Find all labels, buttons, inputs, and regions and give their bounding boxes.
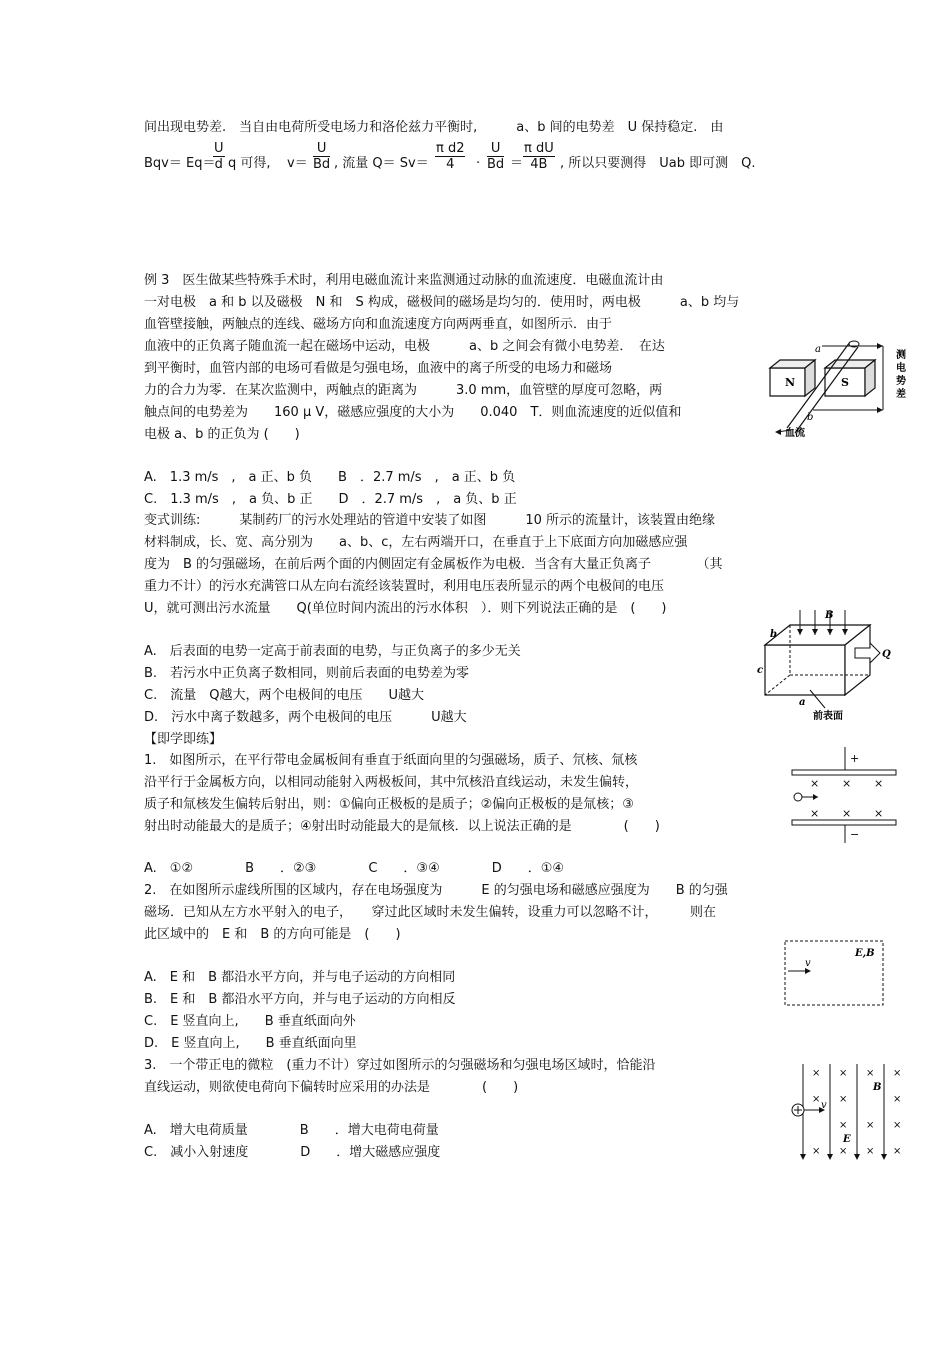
cross-mark: × [839, 1094, 848, 1105]
emf-label-char: 测 [896, 350, 906, 361]
front-surface-label: 前表面 [813, 711, 843, 722]
variant-line: 变式训练: 某制药厂的污水处理站的管道中安装了如图 10 所示的流量计，该装置由绝缘 [144, 513, 716, 528]
fraction-denominator: d [214, 157, 223, 172]
cross-mark: × [842, 807, 852, 820]
dashed-region-figure [782, 938, 888, 1010]
velocity-v-label: v [805, 958, 811, 969]
emf-label-char: 差 [896, 389, 906, 400]
fraction-numerator: π d2 [436, 141, 465, 156]
q1-line: 射出时动能最大的是质子；④射出时动能最大的是氚核．以上说法正确的是 ( ) [144, 819, 660, 834]
cross-mark: × [866, 1146, 875, 1157]
emf-label-char: 电 [896, 363, 906, 374]
q2-option: B. E 和 B 都沿水平方向，并与电子运动的方向相反 [144, 992, 456, 1007]
fraction-denominator: Bd [313, 157, 331, 172]
flowmeter-box-figure [755, 605, 895, 723]
fraction-u-over-d [213, 141, 225, 172]
parallel-plates-figure [790, 745, 902, 845]
example-3-option-row: C. 1.3 m/s , a 负、b 正 D ．2.7 m/s , a 负、b 正 [144, 492, 517, 507]
q3-line: 直线运动，则欲使电荷向下偏转时应采用的办法是 ( ) [144, 1080, 519, 1095]
formula-tail: , 所以只要测得 Uab 即可测 Q. [560, 156, 756, 171]
plus-sign: + [850, 752, 860, 765]
field-b-label: B [873, 1082, 882, 1093]
emf-label-char: 势 [896, 376, 906, 387]
cross-mark: × [810, 777, 820, 790]
fraction-u-over-bd-2 [487, 141, 504, 172]
example-3-line: 触点间的电势差为 160 μ V，磁感应强度的大小为 0.040 T．则血流速度的近似值和 [144, 405, 682, 420]
q2-line: 2. 在如图所示虚线所围的区域内，存在电场强度为 E 的匀强电场和磁感应强度为 B 的匀强 [144, 883, 728, 898]
q2-option: A. E 和 B 都沿水平方向，并与电子运动的方向相同 [144, 970, 456, 985]
electrode-b-label: b [807, 412, 814, 423]
field-e-label: E [843, 1134, 851, 1145]
cross-mark: × [842, 777, 852, 790]
variant-option: B. 若污水中正负离子数相同，则前后表面的电势差为零 [144, 666, 470, 681]
cross-mark: × [874, 777, 884, 790]
q2-option: D. E 竖直向上, B 垂直纸面向里 [144, 1036, 357, 1051]
example-3-line: 血液中的正负离子随血流一起在磁场中运动，电极 a、b 之间会有微小电势差． 在达 [144, 339, 665, 354]
cross-mark: × [839, 1146, 848, 1157]
magnet-s-label: S [841, 376, 849, 389]
fraction-denominator: 4B [530, 157, 548, 172]
cross-mark: × [893, 1068, 902, 1079]
practice-heading: 【即学即练】 [144, 732, 223, 747]
intro-line-1: 间出现电势差. 当自由电荷所受电场力和洛伦兹力平衡时, a、b 间的电势差 U 保持稳定. 由 [144, 120, 724, 135]
cross-mark: × [812, 1146, 821, 1157]
formula-equals: ＝ [510, 156, 524, 171]
cross-mark: × [866, 1120, 875, 1131]
minus-sign: − [850, 828, 860, 841]
fraction-u-over-bd [313, 141, 330, 172]
eb-label: E,B [855, 948, 875, 959]
q2-line: 磁场．已知从左方水平射入的电子， 穿过此区域时未发生偏转，设重力可以忽略不计， 则在 [144, 905, 717, 920]
dim-c-label: c [757, 665, 764, 676]
variant-line: 重力不计）的污水充满管口从左向右流经该装置时，利用电压表所显示的两个电极间的电压 [144, 579, 665, 594]
cross-mark: × [874, 807, 884, 820]
example-3-option-row: A. 1.3 m/s , a 正、b 负 B ．2.7 m/s , a 正、b 负 [144, 470, 516, 485]
field-b-label: B [825, 610, 834, 621]
example-3-line: 一对电极 a 和 b 以及磁极 N 和 S 构成，磁极间的磁场是均匀的．使用时，两电极 a、b 均与 [144, 295, 740, 310]
fraction-numerator: U [313, 141, 330, 157]
formula-bqv: Bqv＝ Eq＝ [144, 156, 216, 171]
formula-q-derive: q 可得, [228, 156, 271, 171]
example-3-line: 例 3 医生做某些特殊手术时，利用电磁血流计来监测通过动脉的血流速度．电磁血流计由 [144, 273, 664, 288]
cross-mark: × [893, 1094, 902, 1105]
cross-mark: × [812, 1068, 821, 1079]
cross-mark: × [812, 1094, 821, 1105]
em-field-figure [785, 1062, 910, 1164]
cross-mark: × [839, 1120, 848, 1131]
example-3-line: 电极 a、b 的正负为 ( ) [144, 427, 300, 442]
fraction-pi-d2-over-4 [435, 141, 465, 172]
formula-flow: , 流量 Q＝ Sv＝ [334, 156, 429, 171]
q1-options: A. ①② B ．②③ C ．③④ D ．①④ [144, 861, 565, 876]
electrode-a-label: a [815, 344, 821, 355]
fraction-numerator: U [214, 141, 224, 156]
q1-line: 质子和氚核发生偏转后射出，则：①偏向正极板的是质子；②偏向正极板的是氚核；③ [144, 797, 634, 812]
q1-line: 1. 如图所示，在平行带电金属板间有垂直于纸面向里的匀强磁场，质子、氘核、氚核 [144, 753, 638, 768]
dim-a-label: a [799, 697, 806, 708]
variant-option: D. 污水中离子数越多，两个电极间的电压 U越大 [144, 710, 467, 725]
q3-option: A. 增大电荷质量 B ．增大电荷电荷量 [144, 1123, 439, 1138]
flow-q-label: Q [882, 649, 891, 660]
cross-mark: × [866, 1068, 875, 1079]
formula-dot: · [476, 156, 481, 171]
fraction-numerator: π dU [524, 141, 554, 156]
fraction-denominator: 4 [446, 157, 455, 172]
q2-option: C. E 竖直向上, B 垂直纸面向外 [144, 1014, 356, 1029]
formula-v: v＝ [287, 156, 308, 171]
cross-mark: × [839, 1068, 848, 1079]
variant-option: C. 流量 Q越大，两个电极间的电压 U越大 [144, 688, 424, 703]
dim-b-label: b [770, 629, 777, 640]
variant-option: A. 后表面的电势一定高于前表面的电势，与正负离子的多少无关 [144, 644, 521, 659]
example-3-line: 到平衡时，血管内部的电场可看做是匀强电场，血液中的离子所受的电场力和磁场 [144, 361, 613, 376]
example-3-line: 力的合力为零．在某次监测中，两触点的距离为 3.0 mm，血管壁的厚度可忽略，两 [144, 383, 663, 398]
cross-mark: × [893, 1120, 902, 1131]
velocity-v-label: v [821, 1100, 827, 1111]
fraction-pi-du-over-4b [523, 141, 555, 172]
cross-mark: × [810, 807, 820, 820]
q3-line: 3. 一个带正电的微粒 (重力不计）穿过如图所示的匀强磁场和匀强电场区域时，恰能沿 [144, 1058, 656, 1073]
q1-line: 沿平行于金属板方向，以相同动能射入两极板间，其中氘核沿直线运动，未发生偏转， [144, 775, 639, 790]
cross-mark: × [893, 1146, 902, 1157]
example-3-line: 血管壁接触，两触点的连线、磁场方向和血流速度方向两两垂直，如图所示．由于 [144, 317, 613, 332]
variant-line: U，就可测出污水流量 Q(单位时间内流出的污水体积 ）．则下列说法正确的是 ( ) [144, 601, 667, 616]
q2-line: 此区域中的 E 和 B 的方向可能是 ( ) [144, 927, 401, 942]
fraction-numerator: U [487, 141, 504, 157]
variant-line: 度为 B 的匀强磁场，在前后两个面的内侧固定有金属板作为电极．当含有大量正负离子 （其 [144, 557, 723, 572]
variant-line: 材料制成，长、宽、高分别为 a、b、c，左右两端开口，在垂直于上下底面方向加磁感应强 [144, 535, 688, 550]
magnet-n-label: N [784, 376, 796, 389]
blood-flow-meter-figure [765, 338, 915, 438]
q3-option: C. 减小入射速度 D ．增大磁感应强度 [144, 1145, 441, 1160]
blood-flow-label: 血流 [785, 428, 805, 438]
fraction-denominator: Bd [487, 157, 505, 172]
